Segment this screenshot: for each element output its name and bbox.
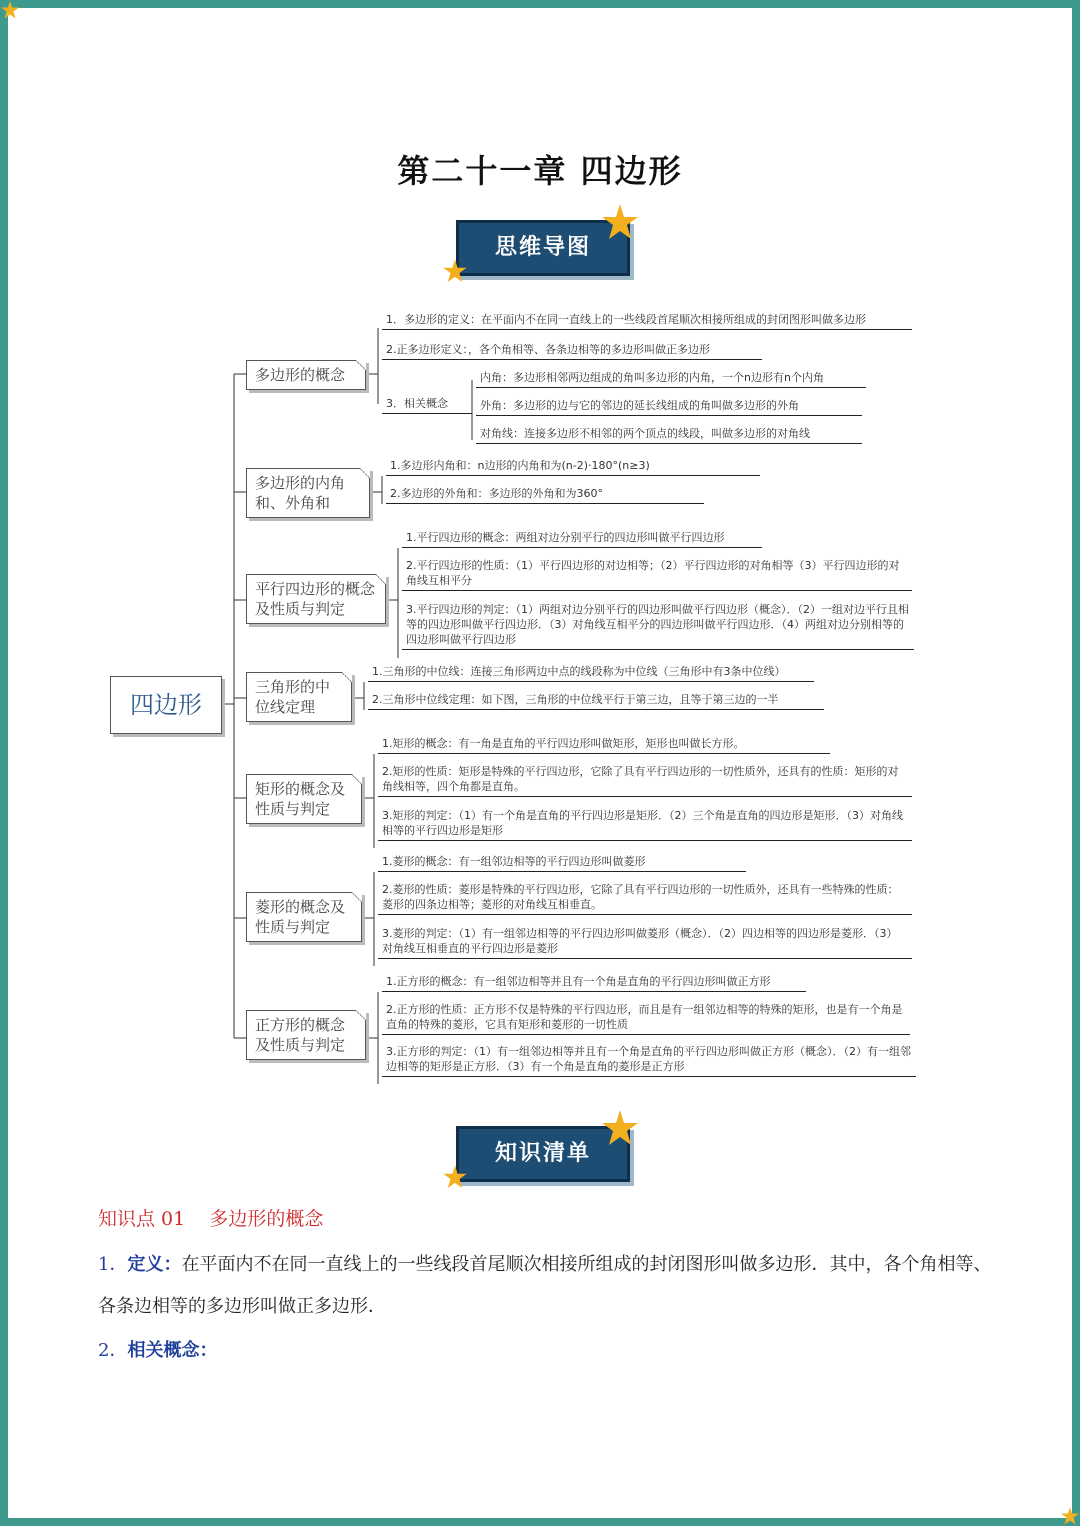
star-icon bbox=[1060, 1506, 1080, 1526]
mindmap-banner-label: 思维导图 bbox=[456, 220, 630, 276]
mindmap-root: 四边形 bbox=[110, 676, 222, 734]
branch-polygon-concept: 多边形的概念 bbox=[246, 360, 366, 390]
leaf: 2.平行四边形的性质：（1）平行四边形的对边相等；（2）平行四边形的对角相等（3）平行四边形的对角线互相平分 bbox=[402, 558, 912, 591]
mind-map bbox=[8, 8, 1072, 1108]
branch-square: 正方形的概念及性质与判定 bbox=[246, 1010, 366, 1060]
section-title: 多边形的概念 bbox=[209, 1208, 324, 1230]
leaf: 1.菱形的概念：有一组邻边相等的平行四边形叫做菱形 bbox=[378, 854, 746, 872]
leaf: 3.平行四边形的判定：（1）两组对边分别平行的四边形叫做平行四边形（概念）．（2）一组对边平行且相等的四边形叫做平行四边形．（3）对角线互相平分的四边形叫做平行四边形．（4）两组对边分别相等的四边形叫做平行四边形 bbox=[402, 602, 914, 650]
leaf: 3.正方形的判定：（1）有一组邻边相等并且有一个角是直角的平行四边形叫做正方形（概念）．（2）有一组邻边相等的矩形是正方形．（3）有一个角是直角的菱形是正方形 bbox=[382, 1044, 916, 1077]
leaf: 1.三角形的中位线：连接三角形两边中点的线段称为中位线（三角形中有3条中位线） bbox=[368, 664, 814, 682]
leaf: 1.平行四边形的概念：两组对边分别平行的四边形叫做平行四边形 bbox=[402, 530, 762, 548]
item-text: 在平面内不在同一直线上的一些线段首尾顺次相接所组成的封闭图形叫做多边形．其中，各个角相等、各条边相等的多边形叫做正多边形． bbox=[98, 1254, 992, 1317]
branch-rectangle: 矩形的概念及性质与判定 bbox=[246, 774, 362, 824]
leaf: 2.正方形的性质：正方形不仅是特殊的平行四边形，而且是有一组邻边相等的特殊的矩形，也是有一个角是直角的特殊的菱形，它具有矩形和菱形的一切性质 bbox=[382, 1002, 910, 1035]
leaf: 3.矩形的判定：（1）有一个角是直角的平行四边形是矩形．（2）三个角是直角的四边形是矩形．（3）对角线相等的平行四边形是矩形 bbox=[378, 808, 912, 841]
leaf: 2.正多边形定义：，各个角相等、各条边相等的多边形叫做正多边形 bbox=[382, 342, 762, 360]
definition-paragraph bbox=[98, 1244, 998, 1328]
leaf: 对角线：连接多边形不相邻的两个顶点的线段，叫做多边形的对角线 bbox=[476, 426, 862, 444]
branch-midline: 三角形的中位线定理 bbox=[246, 672, 352, 722]
leaf: 2.三角形中位线定理：如下图，三角形的中位线平行于第三边，且等于第三边的一半 bbox=[368, 692, 824, 710]
item-label: 定义： bbox=[127, 1254, 182, 1275]
section-number: 知识点 01 bbox=[98, 1208, 186, 1230]
section-heading bbox=[98, 1204, 323, 1231]
leaf: 1．多边形的定义：在平面内不在同一直线上的一些线段首尾顺次相接所组成的封闭图形叫做多边形 bbox=[382, 312, 912, 330]
star-icon bbox=[600, 1108, 640, 1148]
item-number: 1． bbox=[98, 1254, 128, 1275]
leaf: 外角：多边形的边与它的邻边的延长线组成的角叫做多边形的外角 bbox=[476, 398, 862, 416]
star-icon bbox=[442, 1164, 468, 1190]
branch-rhombus: 菱形的概念及性质与判定 bbox=[246, 892, 362, 942]
leaf: 1.矩形的概念：有一角是直角的平行四边形叫做矩形，矩形也叫做长方形。 bbox=[378, 736, 830, 754]
knowledge-banner-label: 知识清单 bbox=[456, 1126, 630, 1182]
leaf: 2.菱形的性质：菱形是特殊的平行四边形，它除了具有平行四边形的一切性质外，还具有一些特殊的性质：菱形的四条边相等；菱形的对角线互相垂直。 bbox=[378, 882, 912, 915]
leaf: 3．相关概念 bbox=[382, 396, 472, 414]
branch-angle-sum: 多边形的内角和、外角和 bbox=[246, 468, 370, 518]
leaf: 2.矩形的性质：矩形是特殊的平行四边形，它除了具有平行四边形的一切性质外，还具有的性质：矩形的对角线相等，四个角都是直角。 bbox=[378, 764, 912, 797]
leaf: 3.菱形的判定：（1）有一组邻边相等的平行四边形叫做菱形（概念）．（2）四边相等的四边形是菱形．（3）对角线互相垂直的平行四边形是菱形 bbox=[378, 926, 912, 959]
branch-parallelogram: 平行四边形的概念及性质与判定 bbox=[246, 574, 386, 624]
page bbox=[8, 8, 1072, 1518]
star-icon bbox=[0, 0, 20, 20]
knowledge-banner bbox=[448, 1120, 648, 1184]
leaf: 2.多边形的外角和：多边形的外角和为360° bbox=[386, 486, 704, 504]
item-label: 相关概念： bbox=[127, 1340, 218, 1361]
related-concepts-paragraph bbox=[98, 1330, 998, 1372]
leaf: 内角：多边形相邻两边组成的角叫多边形的内角，一个n边形有n个内角 bbox=[476, 370, 866, 388]
leaf: 1.正方形的概念：有一组邻边相等并且有一个角是直角的平行四边形叫做正方形 bbox=[382, 974, 806, 992]
leaf: 1.多边形内角和：n边形的内角和为(n-2)·180°(n≥3) bbox=[386, 458, 760, 476]
item-number: 2． bbox=[98, 1340, 128, 1361]
chapter-title: 第二十一章 四边形 bbox=[397, 152, 683, 190]
